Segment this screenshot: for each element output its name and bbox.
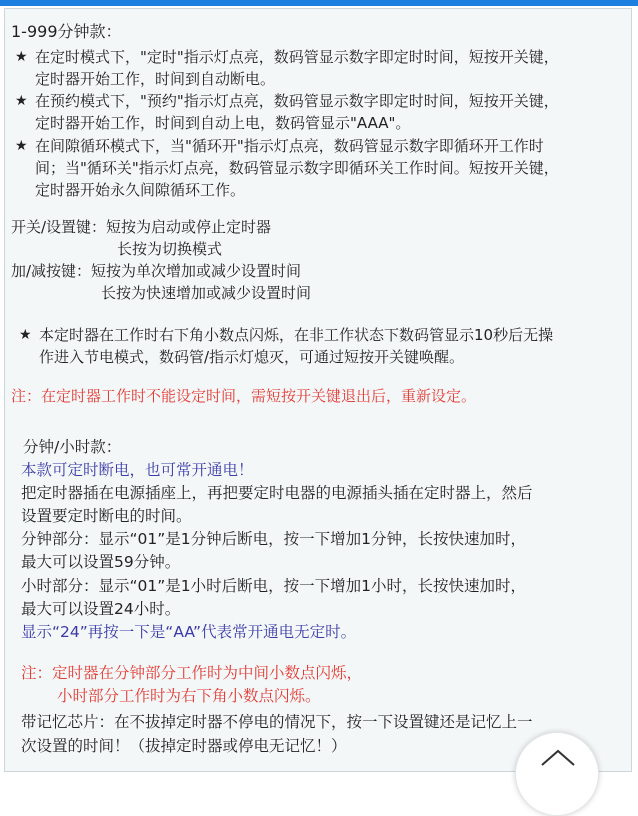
instruction-line2: 设置要定时断电的时间。	[21, 507, 192, 525]
hour-part-line1: 小时部分：显示“01”是1小时后断电，按一下增加1小时，长按快速加时，	[21, 577, 527, 595]
bullet3-line3: 定时器开始永久间隙循环工作。	[35, 181, 246, 199]
star-icon: ★	[15, 93, 28, 109]
chevron-up-icon	[538, 747, 578, 769]
memory-chip-line1: 带记忆芯片：在不拔掉定时器不停电的情况下，按一下设置键还是记忆上一	[21, 713, 533, 731]
hour-part-line2: 最大可以设置24小时。	[21, 600, 181, 618]
bullet3-line2: 间；当"循环关"指示灯点亮，数码管显示数字即循环关工作时间。短按开关键，	[35, 159, 559, 177]
section2-warning-line1: 注：定时器在分钟部分工作时为中间小数点闪烁，	[21, 664, 363, 682]
bullet2-line2: 定时器开始工作，时间到自动上电，数码管显示"AAA"。	[35, 114, 411, 132]
star-icon: ★	[15, 49, 28, 65]
minute-part-line1: 分钟部分：显示“01”是1分钟后断电，按一下增加1分钟，长按快速加时，	[21, 530, 527, 548]
power-key-long: 长按为切换模式	[117, 240, 223, 258]
scroll-to-top-button[interactable]	[515, 732, 599, 816]
plus-minus-key-desc: 加/减按键：短按为单次增加或减少设置时间	[11, 262, 302, 280]
power-save-note-line2: 作进入节电模式，数码管/指示灯熄灭，可通过短按开关键唤醒。	[39, 348, 465, 366]
instruction-line1: 把定时器插在电源插座上，再把要定时电器的电源插头插在定时器上，然后	[21, 484, 533, 502]
section1-title: 1-999分钟款：	[11, 22, 122, 41]
bullet1-line1: 在定时模式下，"定时"指示灯点亮，数码管显示数字即定时时间，短按开关键，	[35, 48, 559, 66]
section2-title: 分钟/小时款：	[23, 438, 122, 456]
always-on-highlight: 本款可定时断电，也可常开通电！	[21, 461, 254, 479]
bullet2-line1: 在预约模式下，"预约"指示灯点亮，数码管显示数字即定时时间，短按开关键，	[35, 92, 559, 110]
star-icon: ★	[15, 138, 28, 154]
bullet1-line2: 定时器开始工作，时间到自动断电。	[35, 70, 276, 88]
star-icon: ★	[19, 327, 32, 343]
power-key-desc: 开关/设置键：短按为启动或停止定时器	[11, 218, 272, 236]
plus-minus-key-long: 长按为快速增加或减少设置时间	[101, 284, 312, 302]
top-accent-bar	[0, 0, 638, 6]
memory-chip-line2: 次设置的时间！（拔掉定时器或停电无记忆！）	[21, 737, 347, 755]
display-24-note: 显示“24”再按一下是“AA”代表常开通电无定时。	[21, 623, 357, 641]
section2-warning-line2: 小时部分工作时为右下角小数点闪烁。	[57, 687, 321, 705]
power-save-note-line1: 本定时器在工作时右下角小数点闪烁，在非工作状态下数码管显示10秒后无操	[39, 326, 554, 344]
bullet3-line1: 在间隙循环模式下，当"循环开"指示灯点亮，数码管显示数字即循环开工作时	[35, 137, 544, 155]
minute-part-line2: 最大可以设置59分钟。	[21, 553, 181, 571]
section1-warning: 注：在定时器工作时不能设定时间，需短按开关键退出后，重新设定。	[11, 387, 477, 405]
product-description-panel	[4, 8, 632, 772]
